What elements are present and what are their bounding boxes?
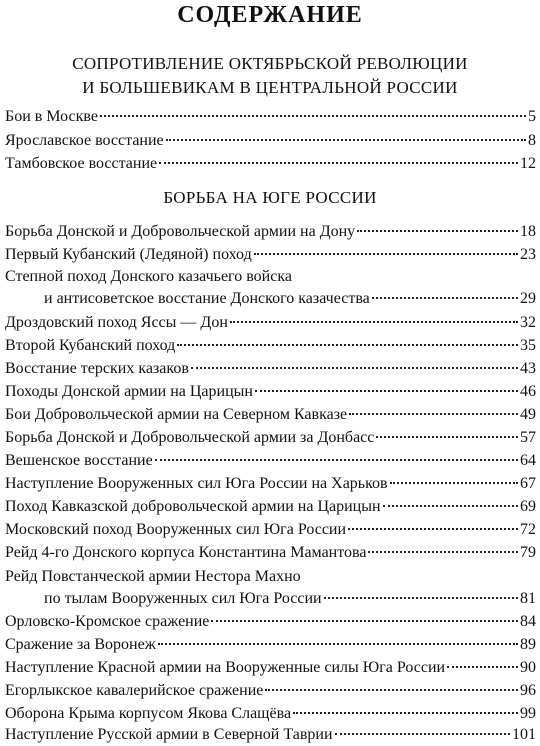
entry-title: Борьба Донской и Добровольческой армии на Дону (5, 223, 356, 240)
entry-title: Наступление Красной армии на Вооруженные силы Юга России (5, 659, 446, 676)
entry-title: Второй Кубанский поход (5, 337, 176, 354)
entry-title: Походы Донской армии на Царицын (5, 383, 253, 400)
entry-page: 81 (520, 590, 536, 607)
dot-leader (211, 620, 518, 622)
dot-leader (166, 139, 526, 141)
dot-leader (348, 528, 518, 530)
dot-leader (372, 297, 518, 299)
entry-title: Бои в Москве (5, 108, 98, 125)
section-title-line-2: И БОЛЬШЕВИКАМ В ЦЕНТРАЛЬНОЙ РОССИИ (82, 78, 458, 97)
toc-entry[interactable] (5, 496, 536, 518)
dot-leader (230, 321, 518, 323)
toc-entry[interactable] (5, 130, 536, 152)
dot-leader (100, 115, 526, 117)
toc-entry[interactable] (5, 680, 536, 702)
section-title-line-1: СОПРОТИВЛЕНИЕ ОКТЯБРЬСКОЙ РЕВОЛЮЦИИ (72, 54, 468, 73)
dot-leader (191, 367, 518, 369)
toc-entry[interactable] (5, 106, 536, 128)
page-title: СОДЕРЖАНИЕ (177, 2, 363, 28)
toc-entry[interactable] (5, 542, 536, 564)
entry-title: Наступление Вооруженных сил Юга России на Харьков (5, 475, 388, 492)
dot-leader (254, 253, 518, 255)
entry-title: Егорлыкское кавалерийское сражение (5, 682, 264, 699)
toc-entry[interactable] (5, 153, 536, 175)
dot-leader (349, 413, 518, 415)
entry-title-line-1[interactable]: Рейд Повстанческой армии Нестора Махно (5, 568, 301, 585)
dot-leader (447, 666, 518, 668)
toc-entry[interactable] (5, 634, 536, 656)
entry-title: Тамбовское восстание (5, 155, 158, 172)
toc-entry[interactable] (5, 381, 536, 403)
dot-leader (383, 505, 518, 507)
entry-title: Поход Кавказской добровольческой армии на Царицын (5, 498, 381, 515)
entry-page: 57 (520, 429, 536, 446)
entry-title: Орловско-Кромское сражение (5, 613, 210, 630)
dot-leader (177, 344, 518, 346)
dot-leader (255, 390, 518, 392)
entry-title: Восстание терских казаков (5, 360, 189, 377)
toc-entry[interactable] (5, 221, 536, 243)
entry-page: 23 (520, 246, 536, 263)
entry-title: Рейд 4-го Донского корпуса Константина Мамантова (5, 544, 367, 561)
toc-entry[interactable] (5, 473, 536, 495)
entry-page: 67 (520, 475, 536, 492)
toc-entry[interactable] (5, 519, 536, 541)
entry-title-line-1[interactable]: Степной поход Донского казачьего войска (5, 268, 292, 285)
entry-page: 84 (520, 613, 536, 630)
toc-entry[interactable] (5, 450, 536, 472)
entry-title: Сражение за Воронеж (5, 636, 156, 653)
toc-entry[interactable] (5, 312, 536, 334)
dot-leader (293, 712, 518, 714)
toc-entry[interactable] (5, 358, 536, 380)
toc-entry[interactable] (5, 724, 536, 746)
section-title: БОРЬБА НА ЮГЕ РОССИИ (163, 188, 377, 207)
entry-title-line-2: и антисоветское восстание Донского казачества (44, 290, 370, 307)
entry-title: Бои Добровольческой армии на Северном Кавказе (5, 406, 348, 423)
dot-leader (155, 459, 518, 461)
entry-page: 90 (520, 659, 536, 676)
entry-page: 18 (520, 223, 536, 240)
dot-leader (335, 733, 510, 735)
entry-page: 72 (520, 521, 536, 538)
dot-leader (390, 482, 518, 484)
dot-leader (158, 643, 518, 645)
entry-title: Ярославское восстание (5, 132, 164, 149)
toc-entry[interactable] (44, 288, 536, 310)
entry-page: 32 (520, 314, 536, 331)
dot-leader (357, 230, 518, 232)
dot-leader (159, 162, 518, 164)
toc-entry[interactable] (5, 703, 536, 725)
entry-title: Наступление Русской армии в Северной Таврии (5, 726, 333, 743)
entry-page: 5 (528, 108, 536, 125)
toc-entry[interactable] (44, 588, 536, 610)
entry-page: 69 (520, 498, 536, 515)
entry-title: Первый Кубанский (Ледяной) поход (5, 246, 252, 263)
toc-entry[interactable] (5, 404, 536, 426)
entry-page: 8 (528, 132, 536, 149)
entry-title: Дроздовский поход Яссы — Дон (5, 314, 228, 331)
entry-page: 101 (512, 726, 536, 743)
toc-entry[interactable] (5, 335, 536, 357)
entry-page: 79 (520, 544, 536, 561)
toc-entry[interactable] (5, 611, 536, 633)
entry-title: Вешенское восстание (5, 452, 153, 469)
entry-page: 43 (520, 360, 536, 377)
dot-leader (324, 597, 518, 599)
entry-page: 12 (520, 155, 536, 172)
entry-page: 96 (520, 682, 536, 699)
dot-leader (265, 689, 518, 691)
entry-title: Оборона Крыма корпусом Якова Слащёва (5, 705, 292, 722)
entry-page: 29 (520, 290, 536, 307)
entry-title: Борьба Донской и Добровольческой армии за Донбасс (5, 429, 375, 446)
entry-title: Московский поход Вооруженных сил Юга России (5, 521, 347, 538)
entry-page: 35 (520, 337, 536, 354)
toc-entry[interactable] (5, 244, 536, 266)
entry-page: 46 (520, 383, 536, 400)
entry-page: 64 (520, 452, 536, 469)
entry-title-line-2: по тылам Вооруженных сил Юга России (44, 590, 322, 607)
toc-entry[interactable] (5, 427, 536, 449)
entry-page: 89 (520, 636, 536, 653)
dot-leader (368, 551, 518, 553)
dot-leader (376, 436, 518, 438)
entry-page: 99 (520, 705, 536, 722)
entry-page: 49 (520, 406, 536, 423)
toc-entry[interactable] (5, 657, 536, 679)
